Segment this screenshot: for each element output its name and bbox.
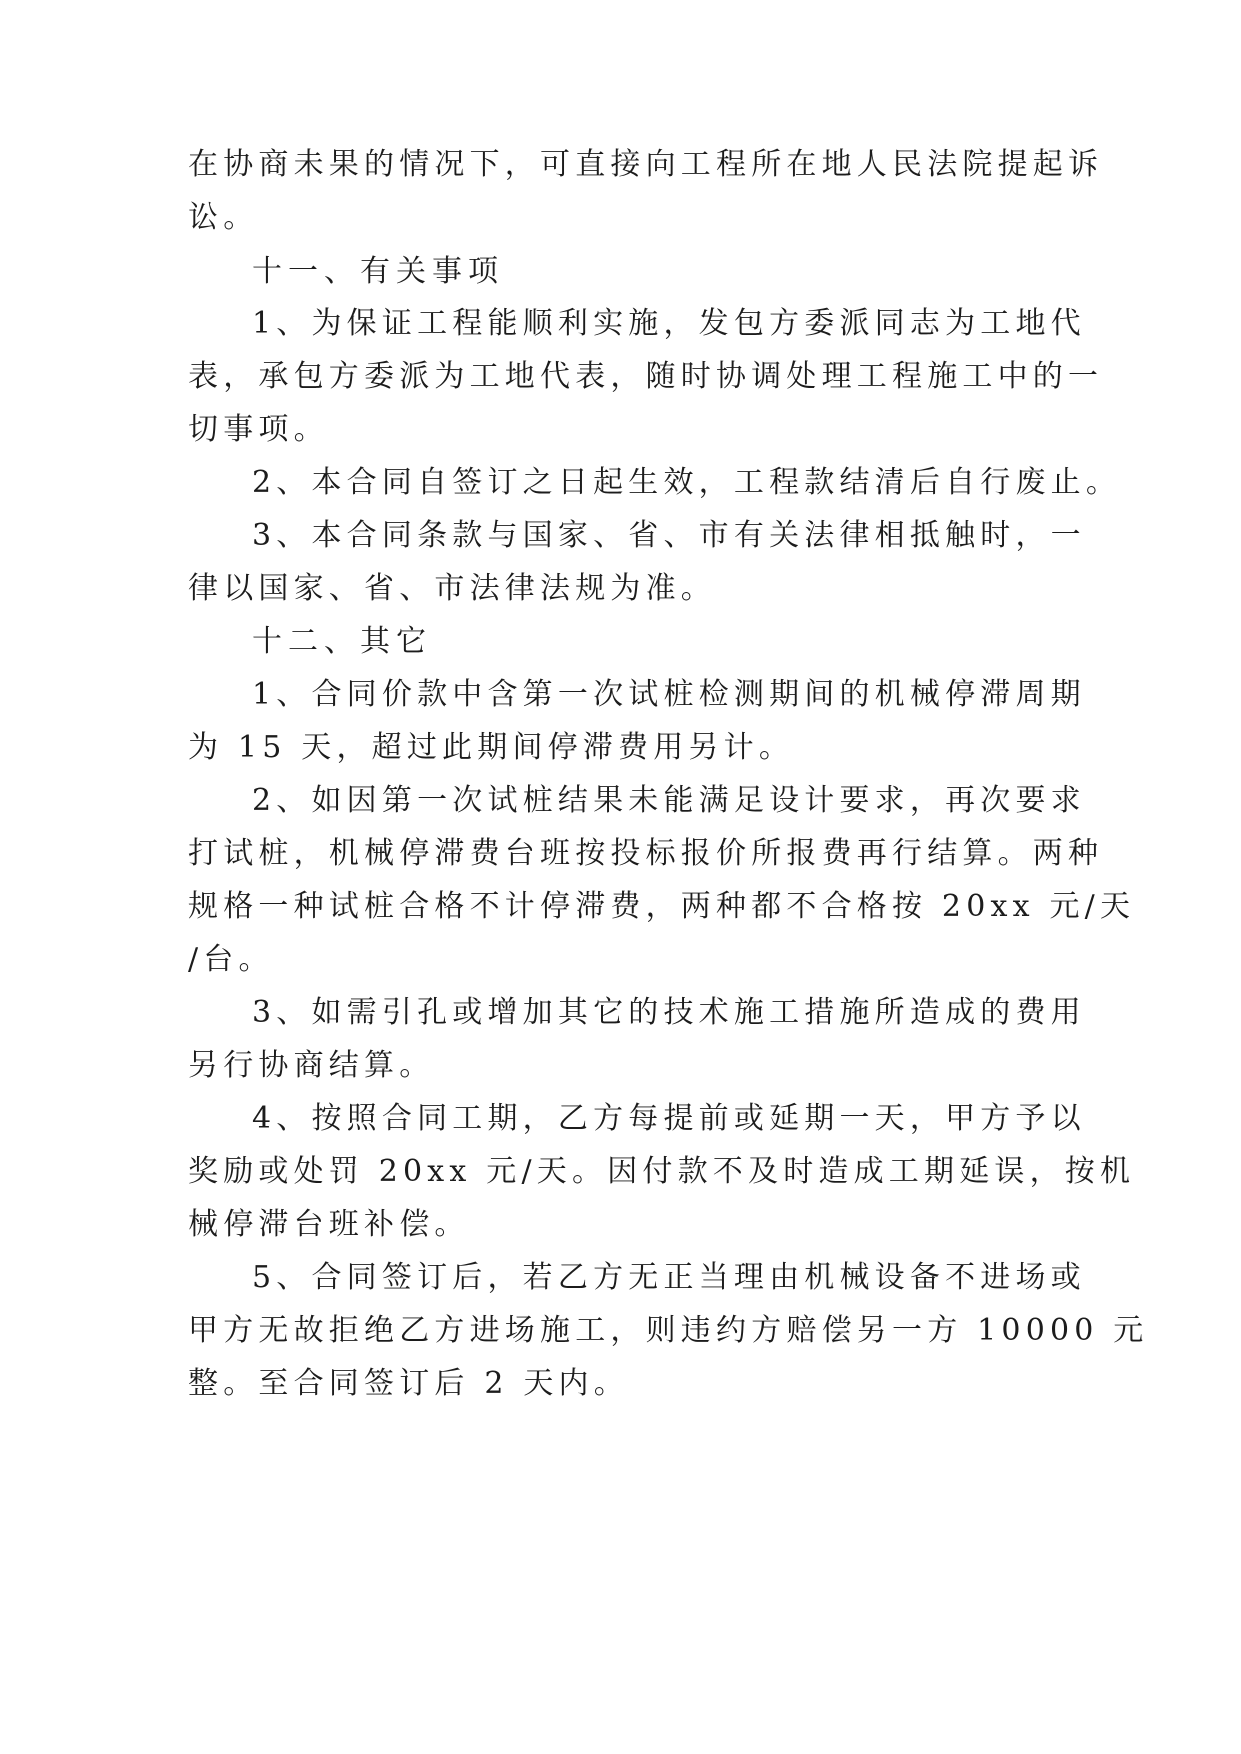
text-line: 4、按照合同工期，乙方每提前或延期一天，甲方予以 (252, 1101, 1086, 1136)
section-heading-12: 十二、其它 (252, 624, 432, 659)
text-line: 整。至合同签订后 2 天内。 (188, 1366, 629, 1401)
text-line: 律以国家、省、市法律法规为准。 (188, 571, 716, 606)
text-line: 规格一种试桩合格不计停滞费，两种都不合格按 20xx 元/天 (188, 889, 1136, 924)
text-line: 5、合同签订后，若乙方无正当理由机械设备不进场或 (252, 1260, 1086, 1295)
text-line: 另行协商结算。 (188, 1048, 435, 1083)
text-line: 在协商未果的情况下，可直接向工程所在地人民法院提起诉 (188, 147, 1104, 182)
text-line: 打试桩，机械停滞费台班按投标报价所报费再行结算。两种 (188, 836, 1104, 871)
text-line: 1、为保证工程能顺利实施，发包方委派同志为工地代 (252, 306, 1086, 341)
text-line: 3、如需引孔或增加其它的技术施工措施所造成的费用 (252, 995, 1086, 1030)
text-line: 表，承包方委派为工地代表，随时协调处理工程施工中的一 (188, 359, 1104, 394)
text-line: 讼。 (188, 200, 259, 235)
text-line: 械停滞台班补偿。 (188, 1207, 470, 1242)
text-line: 2、如因第一次试桩结果未能满足设计要求，再次要求 (252, 783, 1086, 818)
text-line: 3、本合同条款与国家、省、市有关法律相抵触时，一 (252, 518, 1086, 553)
text-line: 为 15 天，超过此期间停滞费用另计。 (188, 730, 795, 765)
text-line: /台。 (188, 942, 274, 977)
text-line: 2、本合同自签订之日起生效，工程款结清后自行废止。 (252, 465, 1122, 500)
text-line: 甲方无故拒绝乙方进场施工，则违约方赔偿另一方 10000 元 (188, 1313, 1149, 1348)
text-line: 切事项。 (188, 412, 329, 447)
section-heading-11: 十一、有关事项 (252, 254, 504, 289)
text-line: 奖励或处罚 20xx 元/天。因付款不及时造成工期延误，按机 (188, 1154, 1136, 1189)
text-line: 1、合同价款中含第一次试桩检测期间的机械停滞周期 (252, 677, 1086, 712)
